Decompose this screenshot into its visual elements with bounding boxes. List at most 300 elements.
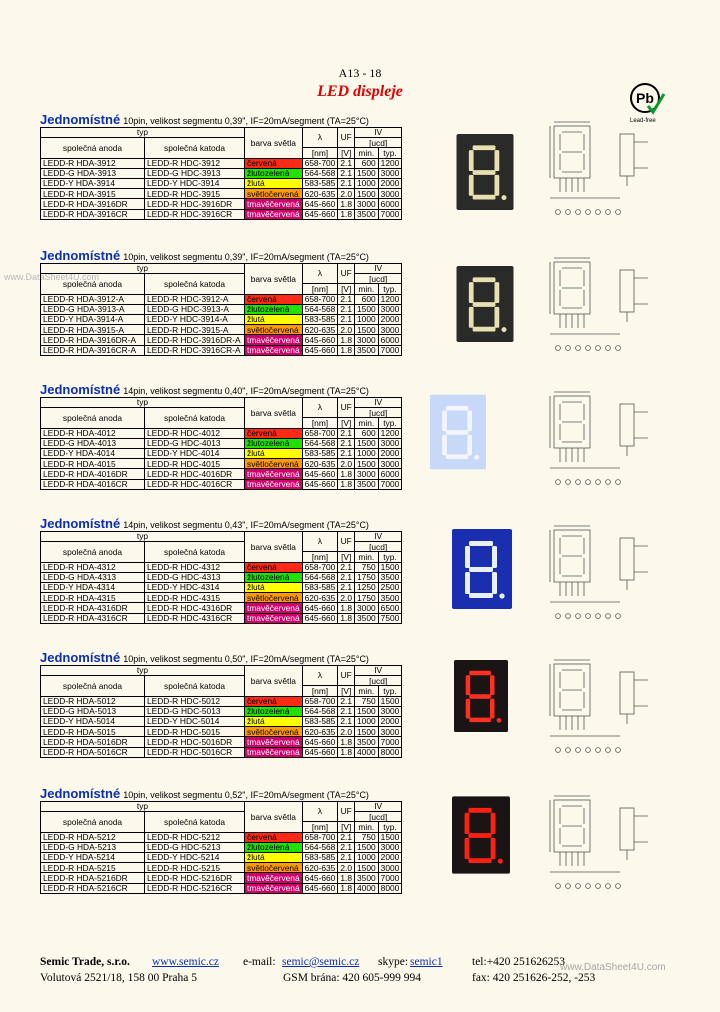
header-type: typ xyxy=(41,264,245,274)
light-color: tmavěčervená xyxy=(245,603,303,613)
wavelength: 658-700 xyxy=(302,832,338,842)
header-common-cathode: společná katoda xyxy=(145,542,245,562)
header-unit-ucd: [ucd] xyxy=(355,138,402,148)
anode-part: LEDD-Y HDA-5214 xyxy=(41,852,145,862)
iv-typ: 3000 xyxy=(378,706,402,716)
iv-min: 3500 xyxy=(355,479,379,489)
lead-free-label: Lead-free xyxy=(630,118,656,124)
wavelength: 645-660 xyxy=(302,873,338,883)
forward-voltage: 2.1 xyxy=(338,832,355,842)
iv-typ: 6000 xyxy=(378,335,402,345)
anode-part: LEDD-R HDA-4316CR xyxy=(41,613,145,623)
section-spec: 14pin, velikost segmentu 0,43", IF=20mA/segment (TA=25°C) xyxy=(123,520,369,530)
cathode-part: LEDD-R HDC-3916DR-A xyxy=(145,335,245,345)
spec-table xyxy=(40,127,402,220)
table-row xyxy=(41,448,402,458)
iv-min: 600 xyxy=(355,158,379,168)
wavelength: 645-660 xyxy=(302,737,338,747)
header-unit-nm: [nm] xyxy=(302,822,338,832)
forward-voltage: 1.8 xyxy=(338,737,355,747)
wavelength: 645-660 xyxy=(302,479,338,489)
cathode-part: LEDD-Y HDC-5014 xyxy=(145,716,245,726)
header-color: barva světla xyxy=(245,398,303,429)
anode-part: LEDD-G HDA-4313 xyxy=(41,572,145,582)
anode-part: LEDD-G HDA-5213 xyxy=(41,842,145,852)
header-luminous-intensity: IV xyxy=(355,128,402,138)
iv-typ: 3000 xyxy=(378,842,402,852)
section-heading: Jednomístné xyxy=(40,248,121,263)
anode-part: LEDD-R HDA-5212 xyxy=(41,832,145,842)
anode-part: LEDD-R HDA-5012 xyxy=(41,696,145,706)
wavelength: 564-568 xyxy=(302,572,338,582)
header-unit-v: [V] xyxy=(338,686,355,696)
table-row xyxy=(41,706,402,716)
header-typ: typ. xyxy=(378,686,402,696)
forward-voltage: 2.1 xyxy=(338,716,355,726)
header-common-anode: společná anoda xyxy=(41,542,145,562)
table-row xyxy=(41,168,402,178)
header-typ: typ. xyxy=(378,284,402,294)
iv-typ: 7500 xyxy=(378,613,402,623)
wavelength: 620-635 xyxy=(302,727,338,737)
iv-typ: 7000 xyxy=(378,873,402,883)
spec-table xyxy=(40,665,402,758)
header-common-cathode: společná katoda xyxy=(145,138,245,158)
anode-part: LEDD-R HDA-5215 xyxy=(41,863,145,873)
header-common-anode: společná anoda xyxy=(41,408,145,428)
wavelength: 583-585 xyxy=(302,582,338,592)
iv-min: 4000 xyxy=(355,883,379,893)
wavelength: 645-660 xyxy=(302,747,338,757)
wavelength: 564-568 xyxy=(302,706,338,716)
iv-min: 750 xyxy=(355,562,379,572)
light-color: žlutozelená xyxy=(245,572,303,582)
iv-min: 1500 xyxy=(355,168,379,178)
header-unit-ucd: [ucd] xyxy=(355,812,402,822)
wavelength: 564-568 xyxy=(302,168,338,178)
section-title xyxy=(40,650,369,665)
light-color: červená xyxy=(245,294,303,304)
header-unit-nm: [nm] xyxy=(302,686,338,696)
dimension-drawing xyxy=(520,516,705,638)
iv-typ: 3000 xyxy=(378,189,402,199)
light-color: žlutozelená xyxy=(245,706,303,716)
forward-voltage: 2.1 xyxy=(338,582,355,592)
section-spec: 10pin, velikost segmentu 0,39", IF=20mA/segment (TA=25°C) xyxy=(123,252,369,262)
light-color: světločervená xyxy=(245,863,303,873)
iv-typ: 1200 xyxy=(378,158,402,168)
table-row xyxy=(41,852,402,862)
header-wavelength: λ xyxy=(302,128,338,148)
company-name: Semic Trade, s.r.o. xyxy=(40,956,130,968)
table-row xyxy=(41,582,402,592)
header-unit-ucd: [ucd] xyxy=(355,274,402,284)
header-type: typ xyxy=(41,532,245,542)
wavelength: 583-585 xyxy=(302,314,338,324)
iv-min: 1000 xyxy=(355,852,379,862)
iv-min: 1500 xyxy=(355,727,379,737)
cathode-part: LEDD-R HDC-3916CR xyxy=(145,209,245,219)
forward-voltage: 1.8 xyxy=(338,209,355,219)
section-spec: 10pin, velikost segmentu 0,50", IF=20mA/segment (TA=25°C) xyxy=(123,654,369,664)
wavelength: 620-635 xyxy=(302,325,338,335)
table-row xyxy=(41,325,402,335)
light-color: tmavěčervená xyxy=(245,883,303,893)
iv-min: 3500 xyxy=(355,873,379,883)
header-unit-ucd: [ucd] xyxy=(355,676,402,686)
wavelength: 658-700 xyxy=(302,158,338,168)
cathode-part: LEDD-R HDC-4312 xyxy=(145,562,245,572)
dimension-drawing xyxy=(520,248,705,370)
header-forward-voltage: UF xyxy=(338,264,355,284)
header-typ: typ. xyxy=(378,148,402,158)
table-row xyxy=(41,304,402,314)
iv-typ: 3000 xyxy=(378,325,402,335)
iv-min: 1500 xyxy=(355,325,379,335)
wavelength: 658-700 xyxy=(302,428,338,438)
led-display-photo xyxy=(452,134,518,210)
anode-part: LEDD-G HDA-5013 xyxy=(41,706,145,716)
led-display-photo xyxy=(430,392,486,472)
table-row xyxy=(41,572,402,582)
light-color: červená xyxy=(245,428,303,438)
cathode-part: LEDD-Y HDC-4014 xyxy=(145,448,245,458)
forward-voltage: 1.8 xyxy=(338,345,355,355)
iv-typ: 1500 xyxy=(378,832,402,842)
table-row xyxy=(41,209,402,219)
table-row xyxy=(41,479,402,489)
wavelength: 564-568 xyxy=(302,438,338,448)
cathode-part: LEDD-G HDC-4313 xyxy=(145,572,245,582)
light-color: světločervená xyxy=(245,459,303,469)
table-row xyxy=(41,459,402,469)
cathode-part: LEDD-R HDC-4316CR xyxy=(145,613,245,623)
cathode-part: LEDD-G HDC-3913 xyxy=(145,168,245,178)
header-forward-voltage: UF xyxy=(338,128,355,148)
header-min: min. xyxy=(355,822,379,832)
light-color: žlutozelená xyxy=(245,842,303,852)
forward-voltage: 2.0 xyxy=(338,727,355,737)
svg-text:Pb: Pb xyxy=(636,90,654,106)
header-min: min. xyxy=(355,148,379,158)
spec-table xyxy=(40,801,402,894)
header-unit-nm: [nm] xyxy=(302,284,338,294)
forward-voltage: 2.0 xyxy=(338,325,355,335)
header-min: min. xyxy=(355,552,379,562)
forward-voltage: 2.0 xyxy=(338,189,355,199)
forward-voltage: 1.8 xyxy=(338,479,355,489)
iv-min: 1000 xyxy=(355,314,379,324)
skype-label: skype: xyxy=(378,956,409,968)
header-wavelength: λ xyxy=(302,398,338,418)
anode-part: LEDD-Y HDA-4014 xyxy=(41,448,145,458)
iv-typ: 1500 xyxy=(378,562,402,572)
header-unit-v: [V] xyxy=(338,148,355,158)
iv-min: 3000 xyxy=(355,199,379,209)
header-forward-voltage: UF xyxy=(338,398,355,418)
forward-voltage: 1.8 xyxy=(338,883,355,893)
forward-voltage: 1.8 xyxy=(338,747,355,757)
iv-typ: 2000 xyxy=(378,852,402,862)
cathode-part: LEDD-R HDC-3916DR xyxy=(145,199,245,209)
header-luminous-intensity: IV xyxy=(355,264,402,274)
iv-min: 3500 xyxy=(355,345,379,355)
header-type: typ xyxy=(41,666,245,676)
wavelength: 583-585 xyxy=(302,852,338,862)
light-color: tmavěčervená xyxy=(245,199,303,209)
light-color: tmavěčervená xyxy=(245,469,303,479)
forward-voltage: 2.1 xyxy=(338,706,355,716)
table-row xyxy=(41,716,402,726)
iv-typ: 3000 xyxy=(378,168,402,178)
header-min: min. xyxy=(355,418,379,428)
header-unit-v: [V] xyxy=(338,418,355,428)
cathode-part: LEDD-G HDC-5013 xyxy=(145,706,245,716)
iv-min: 750 xyxy=(355,696,379,706)
header-unit-v: [V] xyxy=(338,822,355,832)
email-link[interactable]: semic@semic.cz xyxy=(282,956,360,968)
wavelength: 620-635 xyxy=(302,863,338,873)
table-row xyxy=(41,842,402,852)
anode-part: LEDD-R HDA-5016CR xyxy=(41,747,145,757)
section-heading: Jednomístné xyxy=(40,516,121,531)
header-min: min. xyxy=(355,284,379,294)
header-common-cathode: společná katoda xyxy=(145,812,245,832)
table-row xyxy=(41,189,402,199)
anode-part: LEDD-R HDA-5216DR xyxy=(41,873,145,883)
forward-voltage: 1.8 xyxy=(338,199,355,209)
light-color: žlutozelená xyxy=(245,168,303,178)
dimension-drawing xyxy=(520,786,705,908)
section-heading: Jednomístné xyxy=(40,786,121,801)
table-row xyxy=(41,469,402,479)
anode-part: LEDD-R HDA-3912 xyxy=(41,158,145,168)
header-unit-nm: [nm] xyxy=(302,552,338,562)
header-forward-voltage: UF xyxy=(338,666,355,686)
section-spec: 10pin, velikost segmentu 0,39", IF=20mA/segment (TA=25°C) xyxy=(123,116,369,126)
iv-typ: 1500 xyxy=(378,696,402,706)
table-row xyxy=(41,438,402,448)
section-title xyxy=(40,112,369,127)
wavelength: 645-660 xyxy=(302,613,338,623)
iv-typ: 2000 xyxy=(378,178,402,188)
anode-part: LEDD-R HDA-3915-A xyxy=(41,325,145,335)
section-title xyxy=(40,382,369,397)
iv-min: 4000 xyxy=(355,747,379,757)
cathode-part: LEDD-G HDC-3913-A xyxy=(145,304,245,314)
table-row xyxy=(41,696,402,706)
cathode-part: LEDD-R HDC-5012 xyxy=(145,696,245,706)
iv-typ: 1200 xyxy=(378,428,402,438)
iv-typ: 3000 xyxy=(378,727,402,737)
cathode-part: LEDD-R HDC-3916CR-A xyxy=(145,345,245,355)
iv-typ: 6000 xyxy=(378,469,402,479)
iv-typ: 3500 xyxy=(378,572,402,582)
light-color: tmavěčervená xyxy=(245,873,303,883)
cathode-part: LEDD-Y HDC-4314 xyxy=(145,582,245,592)
header-color: barva světla xyxy=(245,802,303,833)
header-wavelength: λ xyxy=(302,802,338,822)
header-unit-ucd: [ucd] xyxy=(355,408,402,418)
table-row xyxy=(41,158,402,168)
cathode-part: LEDD-R HDC-5212 xyxy=(145,832,245,842)
forward-voltage: 2.1 xyxy=(338,178,355,188)
cathode-part: LEDD-R HDC-4016DR xyxy=(145,469,245,479)
iv-min: 600 xyxy=(355,294,379,304)
watermark: www.DataSheet4U.com xyxy=(4,272,100,282)
iv-typ: 3500 xyxy=(378,593,402,603)
anode-part: LEDD-R HDA-3916CR xyxy=(41,209,145,219)
iv-typ: 3000 xyxy=(378,438,402,448)
header-unit-v: [V] xyxy=(338,552,355,562)
table-row xyxy=(41,428,402,438)
table-row xyxy=(41,613,402,623)
gsm-number: GSM brána: 420 605-999 994 xyxy=(283,972,421,984)
light-color: žlutá xyxy=(245,852,303,862)
header-common-cathode: společná katoda xyxy=(145,274,245,294)
iv-typ: 7000 xyxy=(378,737,402,747)
cathode-part: LEDD-R HDC-4012 xyxy=(145,428,245,438)
anode-part: LEDD-R HDA-3916DR-A xyxy=(41,335,145,345)
wavelength: 658-700 xyxy=(302,294,338,304)
iv-typ: 7000 xyxy=(378,479,402,489)
wavelength: 658-700 xyxy=(302,696,338,706)
forward-voltage: 2.1 xyxy=(338,852,355,862)
web-link[interactable]: www.semic.cz xyxy=(152,956,219,968)
iv-min: 3000 xyxy=(355,603,379,613)
wavelength: 620-635 xyxy=(302,593,338,603)
forward-voltage: 2.0 xyxy=(338,863,355,873)
table-row xyxy=(41,737,402,747)
wavelength: 564-568 xyxy=(302,842,338,852)
anode-part: LEDD-R HDA-4016DR xyxy=(41,469,145,479)
section-title xyxy=(40,248,369,263)
cathode-part: LEDD-R HDC-4315 xyxy=(145,593,245,603)
header-color: barva světla xyxy=(245,264,303,295)
anode-part: LEDD-Y HDA-3914 xyxy=(41,178,145,188)
light-color: červená xyxy=(245,562,303,572)
anode-part: LEDD-R HDA-3915 xyxy=(41,189,145,199)
iv-min: 1750 xyxy=(355,572,379,582)
section-title xyxy=(40,786,369,801)
anode-part: LEDD-Y HDA-3914-A xyxy=(41,314,145,324)
wavelength: 645-660 xyxy=(302,345,338,355)
table-row xyxy=(41,199,402,209)
forward-voltage: 2.1 xyxy=(338,314,355,324)
wavelength: 645-660 xyxy=(302,209,338,219)
header-luminous-intensity: IV xyxy=(355,666,402,676)
light-color: světločervená xyxy=(245,593,303,603)
light-color: červená xyxy=(245,158,303,168)
anode-part: LEDD-Y HDA-4314 xyxy=(41,582,145,592)
iv-min: 3500 xyxy=(355,737,379,747)
iv-typ: 8000 xyxy=(378,747,402,757)
fax-number: fax: 420 251626-252, -253 xyxy=(472,972,596,984)
header-typ: typ. xyxy=(378,552,402,562)
header-typ: typ. xyxy=(378,822,402,832)
iv-min: 1250 xyxy=(355,582,379,592)
light-color: tmavěčervená xyxy=(245,345,303,355)
dimension-drawing xyxy=(520,382,705,504)
table-row xyxy=(41,832,402,842)
header-common-anode: společná anoda xyxy=(41,812,145,832)
cathode-part: LEDD-R HDC-4316DR xyxy=(145,603,245,613)
header-unit-v: [V] xyxy=(338,284,355,294)
table-row xyxy=(41,863,402,873)
cathode-part: LEDD-Y HDC-3914-A xyxy=(145,314,245,324)
forward-voltage: 2.0 xyxy=(338,459,355,469)
header-wavelength: λ xyxy=(302,532,338,552)
light-color: světločervená xyxy=(245,189,303,199)
cathode-part: LEDD-R HDC-3915-A xyxy=(145,325,245,335)
table-row xyxy=(41,747,402,757)
cathode-part: LEDD-Y HDC-3914 xyxy=(145,178,245,188)
led-display-photo xyxy=(452,660,510,732)
section-title xyxy=(40,516,369,531)
header-typ: typ. xyxy=(378,418,402,428)
wavelength: 564-568 xyxy=(302,304,338,314)
led-display-photo xyxy=(452,796,510,874)
iv-min: 3000 xyxy=(355,469,379,479)
forward-voltage: 1.8 xyxy=(338,469,355,479)
table-row xyxy=(41,593,402,603)
header-type: typ xyxy=(41,398,245,408)
phone-number: tel:+420 251626253 xyxy=(472,956,566,968)
header-type: typ xyxy=(41,802,245,812)
table-row xyxy=(41,314,402,324)
cathode-part: LEDD-R HDC-5216DR xyxy=(145,873,245,883)
light-color: žlutozelená xyxy=(245,438,303,448)
iv-typ: 2000 xyxy=(378,716,402,726)
section-spec: 10pin, velikost segmentu 0,52", IF=20mA/segment (TA=25°C) xyxy=(123,790,369,800)
header-color: barva světla xyxy=(245,128,303,159)
forward-voltage: 2.0 xyxy=(338,593,355,603)
iv-min: 600 xyxy=(355,428,379,438)
table-row xyxy=(41,873,402,883)
anode-part: LEDD-R HDA-5015 xyxy=(41,727,145,737)
header-forward-voltage: UF xyxy=(338,532,355,552)
header-common-cathode: společná katoda xyxy=(145,408,245,428)
forward-voltage: 2.1 xyxy=(338,304,355,314)
light-color: červená xyxy=(245,832,303,842)
cathode-part: LEDD-Y HDC-5214 xyxy=(145,852,245,862)
wavelength: 645-660 xyxy=(302,335,338,345)
table-row xyxy=(41,883,402,893)
forward-voltage: 2.1 xyxy=(338,842,355,852)
header-unit-nm: [nm] xyxy=(302,148,338,158)
iv-min: 750 xyxy=(355,832,379,842)
forward-voltage: 2.1 xyxy=(338,572,355,582)
table-row xyxy=(41,294,402,304)
cathode-part: LEDD-R HDC-4016CR xyxy=(145,479,245,489)
wavelength: 583-585 xyxy=(302,178,338,188)
forward-voltage: 1.8 xyxy=(338,603,355,613)
forward-voltage: 2.1 xyxy=(338,158,355,168)
anode-part: LEDD-G HDA-3913 xyxy=(41,168,145,178)
header-unit-nm: [nm] xyxy=(302,418,338,428)
wavelength: 658-700 xyxy=(302,562,338,572)
spec-table xyxy=(40,397,402,490)
iv-typ: 6500 xyxy=(378,603,402,613)
header-color: barva světla xyxy=(245,532,303,563)
skype-link[interactable]: semic1 xyxy=(410,956,443,968)
anode-part: LEDD-R HDA-4316DR xyxy=(41,603,145,613)
header-luminous-intensity: IV xyxy=(355,532,402,542)
light-color: žlutá xyxy=(245,716,303,726)
led-display-photo xyxy=(452,266,518,342)
iv-min: 1500 xyxy=(355,438,379,448)
light-color: světločervená xyxy=(245,727,303,737)
